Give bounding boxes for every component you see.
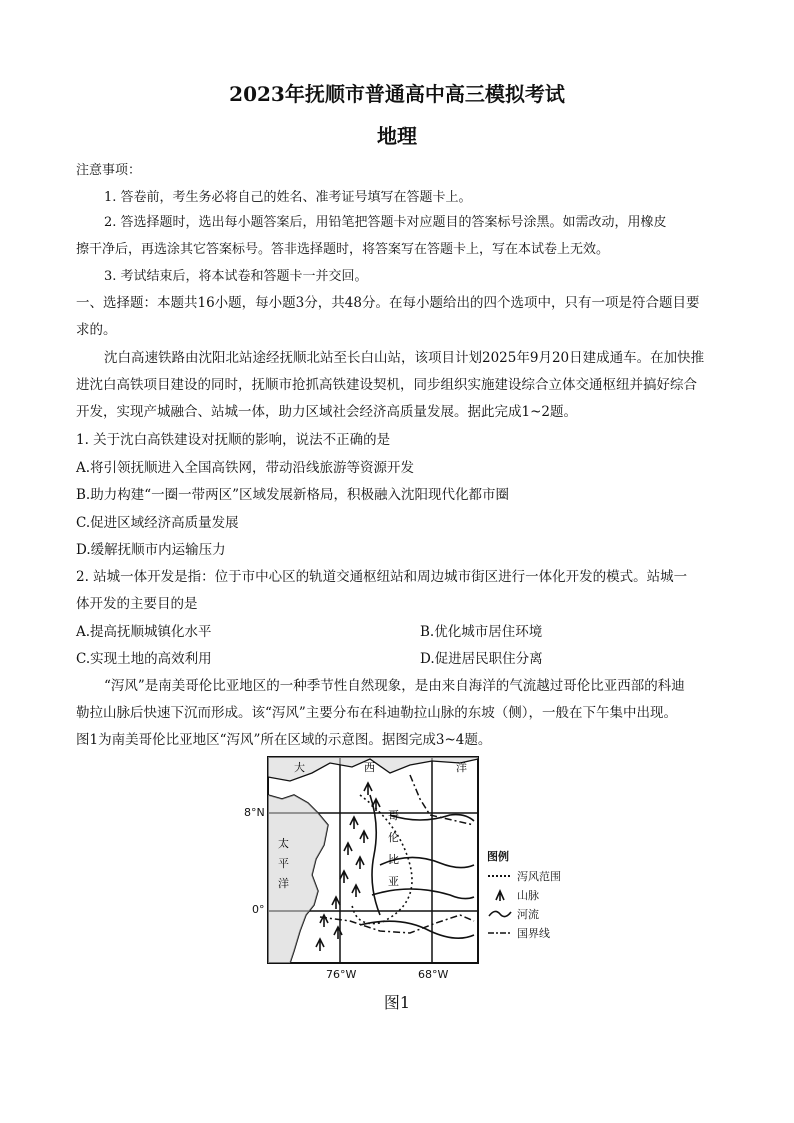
- ocean-label-top-3: 洋: [456, 761, 467, 774]
- notice-item-2b: 擦干净后，再选涂其它答案标号。答非选择题时，将答案写在答题卡上，写在本试卷上无效。: [76, 242, 610, 257]
- latitude-label-0: 0°: [252, 903, 265, 916]
- passage2-line1: “泻风”是南美哥伦比亚地区的一种季节性自然现象，是由来自海洋的气流越过哥伦比亚西部的科迪: [104, 678, 685, 694]
- border-line-icon: [487, 927, 513, 939]
- legend-item-river: [487, 904, 561, 923]
- q2-option-c: C.实现土地的高效利用: [76, 651, 212, 667]
- q1-stem: 1. 关于沈白高铁建设对抚顺的影响，说法不正确的是: [76, 432, 391, 448]
- country-label-4: 亚: [388, 875, 399, 888]
- exam-title: 2023年抚顺市普通高中高三模拟考试: [229, 82, 565, 106]
- legend-label-river: 河流: [517, 907, 539, 921]
- figure-caption: 图1: [383, 993, 411, 1012]
- q2-option-b: B.优化城市居住环境: [420, 624, 543, 640]
- q1-option-a: A.将引领抚顺进入全国高铁网，带动沿线旅游等资源开发: [76, 460, 415, 476]
- q1-option-b: B.助力构建“一圈一带两区”区域发展新格局，积极融入沈阳现代化都市圈: [76, 487, 510, 503]
- latitude-label-8n: 8°N: [244, 806, 265, 819]
- ocean-label-left-1: 太: [278, 837, 289, 850]
- legend-item-foehn: [487, 866, 561, 885]
- legend-item-mountain: [487, 885, 561, 904]
- passage1-line3: 开发，实现产城融合、站城一体，助力区域社会经济高质量发展。据此完成1~2题。: [76, 404, 577, 420]
- ocean-label-top-1: 大: [294, 761, 305, 774]
- passage2-line2: 勒拉山脉后快速下沉而形成。该“泻风”主要分布在科迪勒拉山脉的东坡（侧），一般在下午集中出现。: [76, 705, 678, 721]
- q2-option-a: A.提高抚顺城镇化水平: [76, 624, 212, 640]
- legend-label-mountain: 山脉: [517, 888, 539, 902]
- section-heading-a: 一、选择题：本题共16小题，每小题3分，共48分。在每小题给出的四个选项中，只有一项是符合题目要: [76, 295, 700, 311]
- ocean-label-left-3: 洋: [278, 877, 289, 890]
- notice-item-3: 3. 考试结束后，将本试卷和答题卡一并交回。: [104, 269, 368, 284]
- q2-stem-a: 2. 站城一体开发是指：位于市中心区的轨道交通枢纽站和周边城市街区进行一体化开发的模式。站城一: [76, 569, 688, 585]
- mountain-icon: [487, 889, 513, 901]
- longitude-label-68w: 68°W: [418, 968, 449, 981]
- river-icon: [487, 908, 513, 920]
- legend-item-border: [487, 923, 561, 942]
- notice-item-2a: 2. 答选择题时，选出每小题答案后，用铅笔把答题卡对应题目的答案标号涂黑。如需改动，用橡皮: [104, 215, 667, 230]
- notice-heading: 注意事项：: [76, 163, 142, 178]
- section-heading-b: 求的。: [76, 322, 117, 338]
- legend-label-border: 国界线: [517, 926, 550, 940]
- q1-option-c: C.促进区域经济高质量发展: [76, 515, 239, 531]
- dotted-line-icon: [487, 870, 513, 882]
- q2-stem-b: 体开发的主要目的是: [76, 596, 198, 612]
- notice-item-1: 1. 答卷前，考生务必将自己的姓名、准考证号填写在答题卡上。: [104, 190, 472, 205]
- ocean-label-left-2: 平: [278, 857, 289, 870]
- legend-label-foehn: 泻风范围: [517, 869, 561, 883]
- country-label-1: 哥: [388, 809, 399, 822]
- ocean-label-top-2: 西: [364, 761, 375, 774]
- passage1-line1: 沈白高速铁路由沈阳北站途经抚顺北站至长白山站，该项目计划2025年9月20日建成通车。在加快推: [104, 350, 705, 366]
- legend-title: 图例: [487, 850, 509, 863]
- passage2-line3: 图1为南美哥伦比亚地区“泻风”所在区域的示意图。据图完成3~4题。: [76, 732, 492, 748]
- country-label-2: 伦: [388, 831, 399, 844]
- passage1-line2: 进沈白高铁项目建设的同时，抚顺市抢抓高铁建设契机，同步组织实施建设综合立体交通枢纽并搞好综合: [76, 377, 697, 393]
- country-label-3: 比: [388, 853, 399, 866]
- q1-option-d: D.缓解抚顺市内运输压力: [76, 542, 226, 558]
- map-legend: [487, 848, 561, 942]
- longitude-label-76w: 76°W: [326, 968, 357, 981]
- q2-option-d: D.促进居民职住分离: [420, 651, 543, 667]
- subject-title: 地理: [377, 124, 417, 148]
